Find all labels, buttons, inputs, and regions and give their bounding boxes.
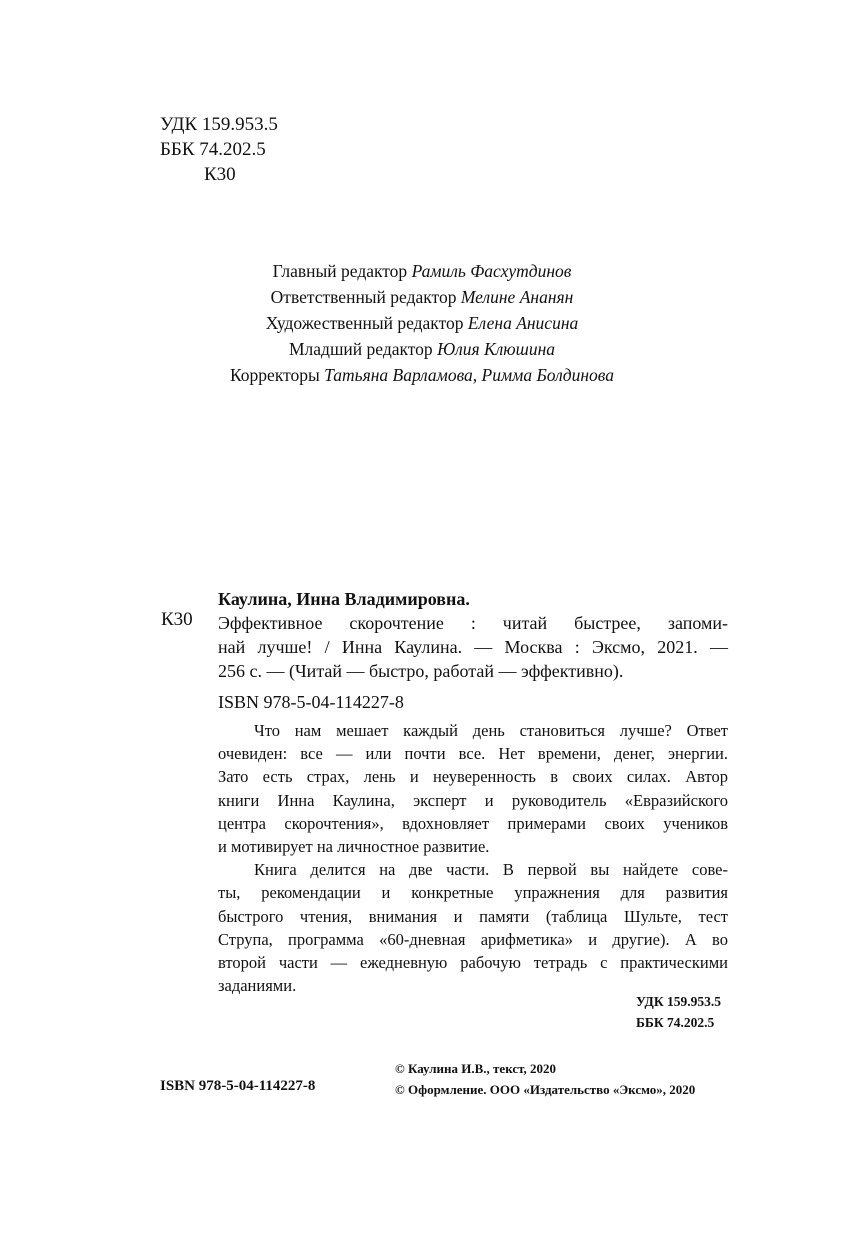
abstract-line: книги Инна Каулина, эксперт и руководитель «Евразийского	[218, 790, 728, 810]
abstract-line: ты, рекомендации и конкретные упражнения для развития	[218, 883, 728, 903]
credit-name: Юлия Клюшина	[437, 339, 555, 359]
credit-role: Художественный редактор	[265, 313, 464, 333]
credit-line	[0, 362, 844, 388]
catalog-line: 256 с. — (Читай — быстро, работай — эффективно).	[218, 661, 624, 681]
credit-name: Рамиль Фасхутдинов	[411, 261, 572, 281]
author-mark: К30	[204, 164, 236, 185]
abstract-line: быстрого чтения, внимания и памяти (таблица Шульте, тест	[218, 906, 728, 926]
credit-role: Корректоры	[230, 365, 320, 385]
credit-line	[0, 336, 844, 362]
classification-codes	[160, 112, 278, 187]
credit-role: Ответственный редактор	[270, 287, 457, 307]
copyright-notice	[395, 1058, 695, 1100]
credit-name: Татьяна Варламова, Римма Болдинова	[324, 365, 614, 385]
bottom-bbk-code: ББК 74.202.5	[636, 1015, 715, 1030]
catalog-isbn: ISBN 978-5-04-114227-8	[218, 692, 404, 712]
credit-role: Главный редактор	[272, 261, 408, 281]
bottom-isbn: ISBN 978-5-04-114227-8	[160, 1078, 316, 1094]
catalog-line: най лучше! / Инна Каулина. — Москва : Эксмо, 2021. —	[218, 637, 728, 657]
copyright-text-line: © Каулина И.В., текст, 2020	[395, 1061, 557, 1076]
credit-line	[0, 310, 844, 336]
abstract-line: Зато есть страх, лень и неуверенность в своих силах. Автор	[218, 767, 728, 787]
editorial-credits	[0, 258, 844, 388]
abstract-line: второй части — ежедневную рабочую тетрадь с практическими	[218, 953, 728, 973]
udk-code: УДК 159.953.5	[160, 114, 278, 135]
bbk-code: ББК 74.202.5	[160, 139, 266, 160]
bottom-udk-code: УДК 159.953.5	[636, 994, 721, 1009]
abstract-line: очевиден: все — или почти все. Нет времени, денег, энергии.	[218, 744, 728, 764]
abstract-line: Что нам мешает каждый день становиться лучше? Ответ	[254, 721, 728, 740]
catalog-description	[218, 611, 728, 683]
abstract-line: центра скорочтения», вдохновляет примерами своих учеников	[218, 813, 728, 833]
catalog-author-mark: К30	[161, 609, 193, 630]
abstract-line: и мотивирует на личностное развитие.	[218, 837, 490, 857]
abstract-line: Струпа, программа «60-дневная арифметика» и другие). А во	[218, 929, 728, 949]
credit-name: Мелине Ананян	[460, 287, 574, 307]
credit-role: Младший редактор	[288, 339, 433, 359]
abstract-line: заданиями.	[218, 976, 297, 996]
abstract-line: Книга делится на две части. В первой вы найдете сове-	[254, 860, 728, 880]
catalog-author: Каулина, Инна Владимировна.	[218, 589, 470, 609]
book-abstract	[218, 719, 728, 997]
bottom-classification-codes	[636, 991, 721, 1033]
credit-line	[0, 258, 844, 284]
credit-name: Елена Анисина	[467, 313, 579, 333]
credit-line	[0, 284, 844, 310]
copyright-design-line: © Оформление. ООО «Издательство «Эксмо», 2020	[395, 1082, 696, 1097]
catalog-line: Эффективное скорочтение : читай быстрее, запоми-	[218, 613, 728, 633]
